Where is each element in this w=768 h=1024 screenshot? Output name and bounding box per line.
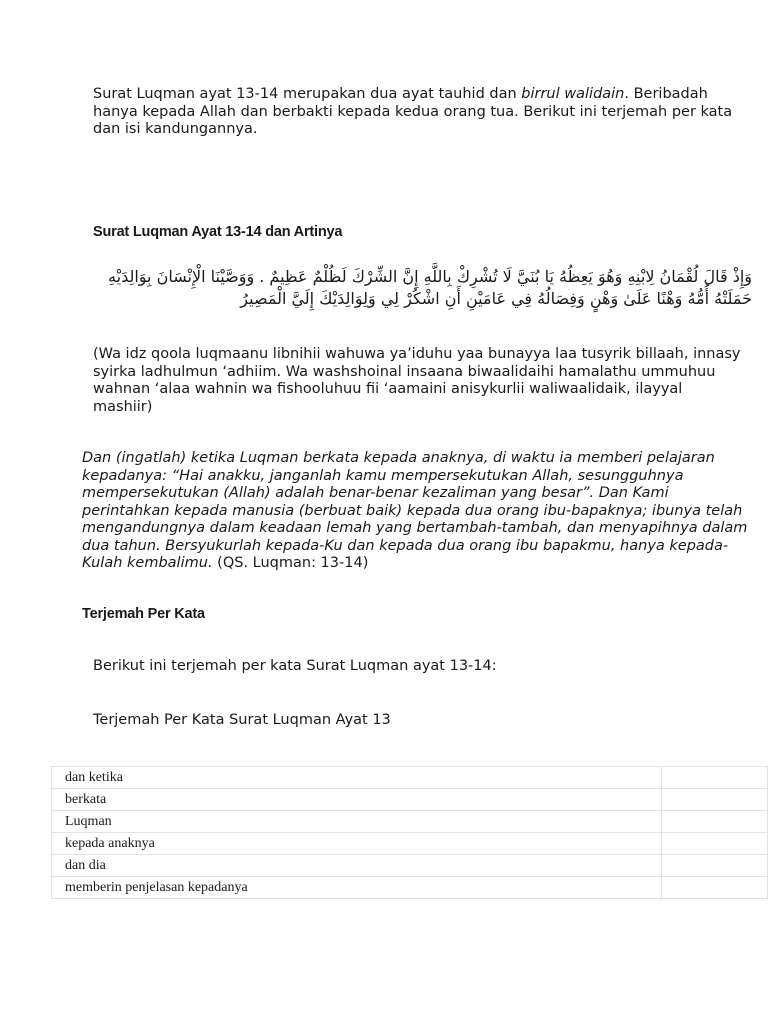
intro-italic-term: birrul walidain	[521, 86, 625, 102]
table-row	[52, 833, 768, 855]
table-row	[52, 789, 768, 811]
translation-reference: (QS. Luqman: 13-14)	[212, 555, 369, 571]
arabic-word-cell	[662, 855, 768, 877]
ayat13-subheading: Terjemah Per Kata Surat Luqman Ayat 13	[93, 712, 391, 728]
word-cell: Luqman	[52, 811, 662, 833]
word-cell: memberin penjelasan kepadanya	[52, 877, 662, 899]
intro-paragraph	[93, 86, 733, 139]
arabic-verse: وَإِذْ قَالَ لُقْمَانُ لِابْنِهِ وَهُوَ يَعِظُهُ يَا بُنَيَّ لَا تُشْرِكْ بِاللَّهِ إِنَّ الشِّرْكَ لَظُلْمٌ عَظِيمٌ . وَوَصَّيْنَا الْإِنْسَانَ بِوَالِدَيْهِ حَمَلَتْهُ أُمُّهُ وَهْنًا عَلَىٰ وَهْنٍ وَفِصَالُهُ فِي عَامَيْنِ أَنِ اشْكُرْ لِي وَلِوَالِدَيْكَ إِلَيَّ الْمَصِيرُ	[108, 267, 752, 308]
per-kata-heading: Terjemah Per Kata	[82, 606, 205, 622]
table-row	[52, 811, 768, 833]
transliteration-paragraph: (Wa idz qoola luqmaanu libnihii wahuwa ya’iduhu yaa bunayya laa tusyrik billaah, innasy syirka ladhulmun ‘adhiim. Wa washshoinal insaana biwaalidaihi hamalathu ummuhuu wahnan ‘alaa wahnin wa fishooluhuu fii ‘aamaini anisykurlii waliwaalidaik, ilayyal mashiir)	[93, 346, 741, 415]
arabic-word-cell	[662, 789, 768, 811]
arabic-word-cell	[662, 877, 768, 899]
word-cell: dan dia	[52, 855, 662, 877]
table-row	[52, 877, 768, 899]
word-translation-table	[51, 766, 768, 899]
translation-paragraph	[82, 450, 748, 573]
translation-text: Dan (ingatlah) ketika Luqman berkata kepada anaknya, di waktu ia memberi pelajaran kepadanya: “Hai anakku, janganlah kamu mempersekutukan Allah, sesungguhnya mempersekutukan (Allah) adalah benar-benar kezaliman yang besar”. Dan Kami perintahkan kepada manusia (berbuat baik) kepada dua orang ibu-bapaknya; ibunya telah mengandungnya dalam keadaan lemah yang bertambah-tambah, dan menyapihnya dalam dua tahun. Bersyukurlah kepada-Ku dan kepada dua orang ibu bapakmu, hanya kepada-Kulah kembalimu.	[82, 450, 748, 571]
arabic-word-cell	[662, 811, 768, 833]
intro-text-start: Surat Luqman ayat 13-14 merupakan dua ayat tauhid dan	[93, 86, 522, 102]
section-heading: Surat Luqman Ayat 13-14 dan Artinya	[93, 224, 343, 240]
word-cell: dan ketika	[52, 767, 662, 789]
table-row	[52, 767, 768, 789]
per-kata-lead: Berikut ini terjemah per kata Surat Luqman ayat 13-14:	[93, 658, 497, 674]
arabic-word-cell	[662, 833, 768, 855]
arabic-word-cell	[662, 767, 768, 789]
word-cell: kepada anaknya	[52, 833, 662, 855]
word-cell: berkata	[52, 789, 662, 811]
table-row	[52, 855, 768, 877]
intro-text-end: . Beribadah hanya kepada Allah dan berbakti kepada kedua orang tua. Berikut ini terjemah per kata dan isi kandungannya.	[93, 86, 733, 137]
